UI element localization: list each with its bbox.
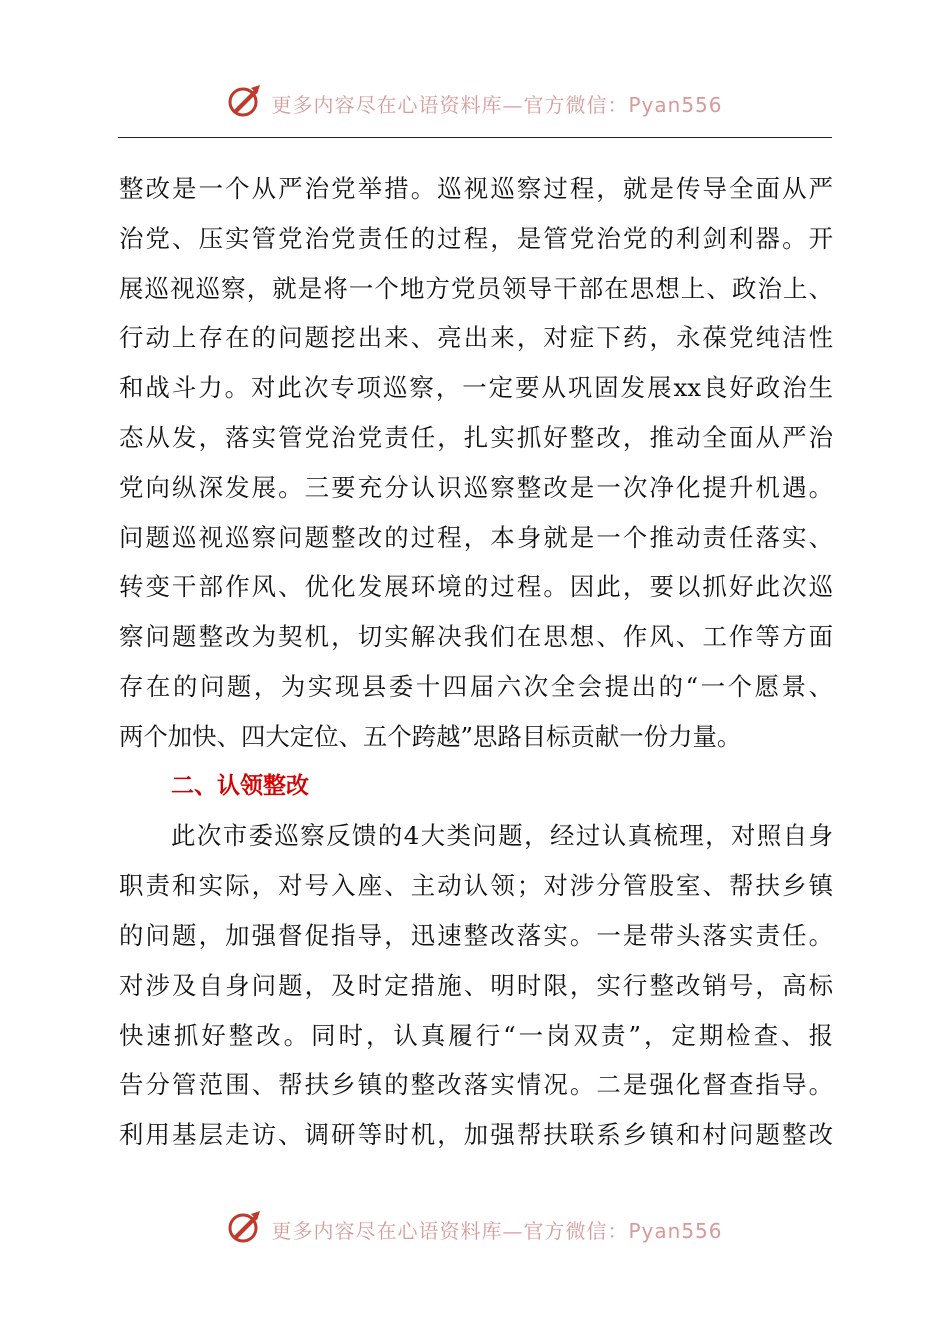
text-line: 整改是一个从严治党举措。巡视巡察过程，就是传导全面从严 bbox=[119, 174, 833, 203]
text-line: 问题巡视巡察问题整改的过程，本身就是一个推动责任落实、 bbox=[119, 522, 833, 552]
section-heading: 二、认领整改 bbox=[171, 772, 309, 799]
text-line: 党向纵深发展。三要充分认识巡察整改是一次净化提升机遇。 bbox=[119, 472, 833, 502]
text-line: 对涉及自身问题，及时定措施、明时限，实行整改销号，高标 bbox=[119, 970, 833, 1000]
pen-logo-icon bbox=[227, 1209, 263, 1245]
pen-logo-icon bbox=[227, 83, 263, 119]
wechat-id: Pyan556 bbox=[628, 1218, 723, 1243]
text-line: 和战斗力。对此次专项巡察，一定要从巩固发展xx良好政治生 bbox=[119, 373, 833, 403]
header-rule bbox=[118, 137, 832, 138]
text-line: 治党、压实管党治党责任的过程，是管党治党的利剑利器。开 bbox=[119, 223, 833, 253]
wechat-id: Pyan556 bbox=[628, 92, 723, 117]
banner-text: 更多内容尽在心语资料库—官方微信： bbox=[271, 1218, 629, 1243]
text-line: 行动上存在的问题挖出来、亮出来，对症下药，永葆党纯洁性 bbox=[119, 323, 833, 353]
text-line: 的问题，加强督促指导，迅速整改落实。一是带头落实责任。 bbox=[119, 920, 833, 950]
text-line: 态从发，落实管党治党责任，扎实抓好整改，推动全面从严治 bbox=[119, 422, 833, 452]
text-line: 告分管范围、帮扶乡镇的整改落实情况。二是强化督查指导。 bbox=[119, 1070, 833, 1100]
footer-banner bbox=[0, 1204, 950, 1254]
text-line: 存在的问题，为实现县委十四届六次全会提出的“一个愿景、 bbox=[119, 671, 833, 701]
text-line: 职责和实际，对号入座、主动认领；对涉分管股室、帮扶乡镇 bbox=[119, 871, 833, 901]
text-line: 快速抓好整改。同时，认真履行“一岗双责”，定期检查、报 bbox=[119, 1020, 833, 1050]
text-line: 转变干部作风、优化发展环境的过程。因此，要以抓好此次巡 bbox=[119, 572, 833, 602]
header-banner bbox=[0, 78, 950, 128]
text-line: 此次市委巡察反馈的4大类问题，经过认真梳理，对照自身 bbox=[171, 821, 833, 851]
text-line: 展巡视巡察，就是将一个地方党员领导干部在思想上、政治上、 bbox=[119, 273, 833, 303]
text-line: 察问题整改为契机，切实解决我们在思想、作风、工作等方面 bbox=[119, 622, 833, 652]
banner-text: 更多内容尽在心语资料库—官方微信： bbox=[271, 92, 629, 117]
text-line: 利用基层走访、调研等时机，加强帮扶联系乡镇和村问题整改 bbox=[119, 1120, 833, 1150]
text-line: 两个加快、四大定位、五个跨越”思路目标贡献一份力量。 bbox=[119, 721, 742, 751]
document-body bbox=[119, 164, 833, 1160]
